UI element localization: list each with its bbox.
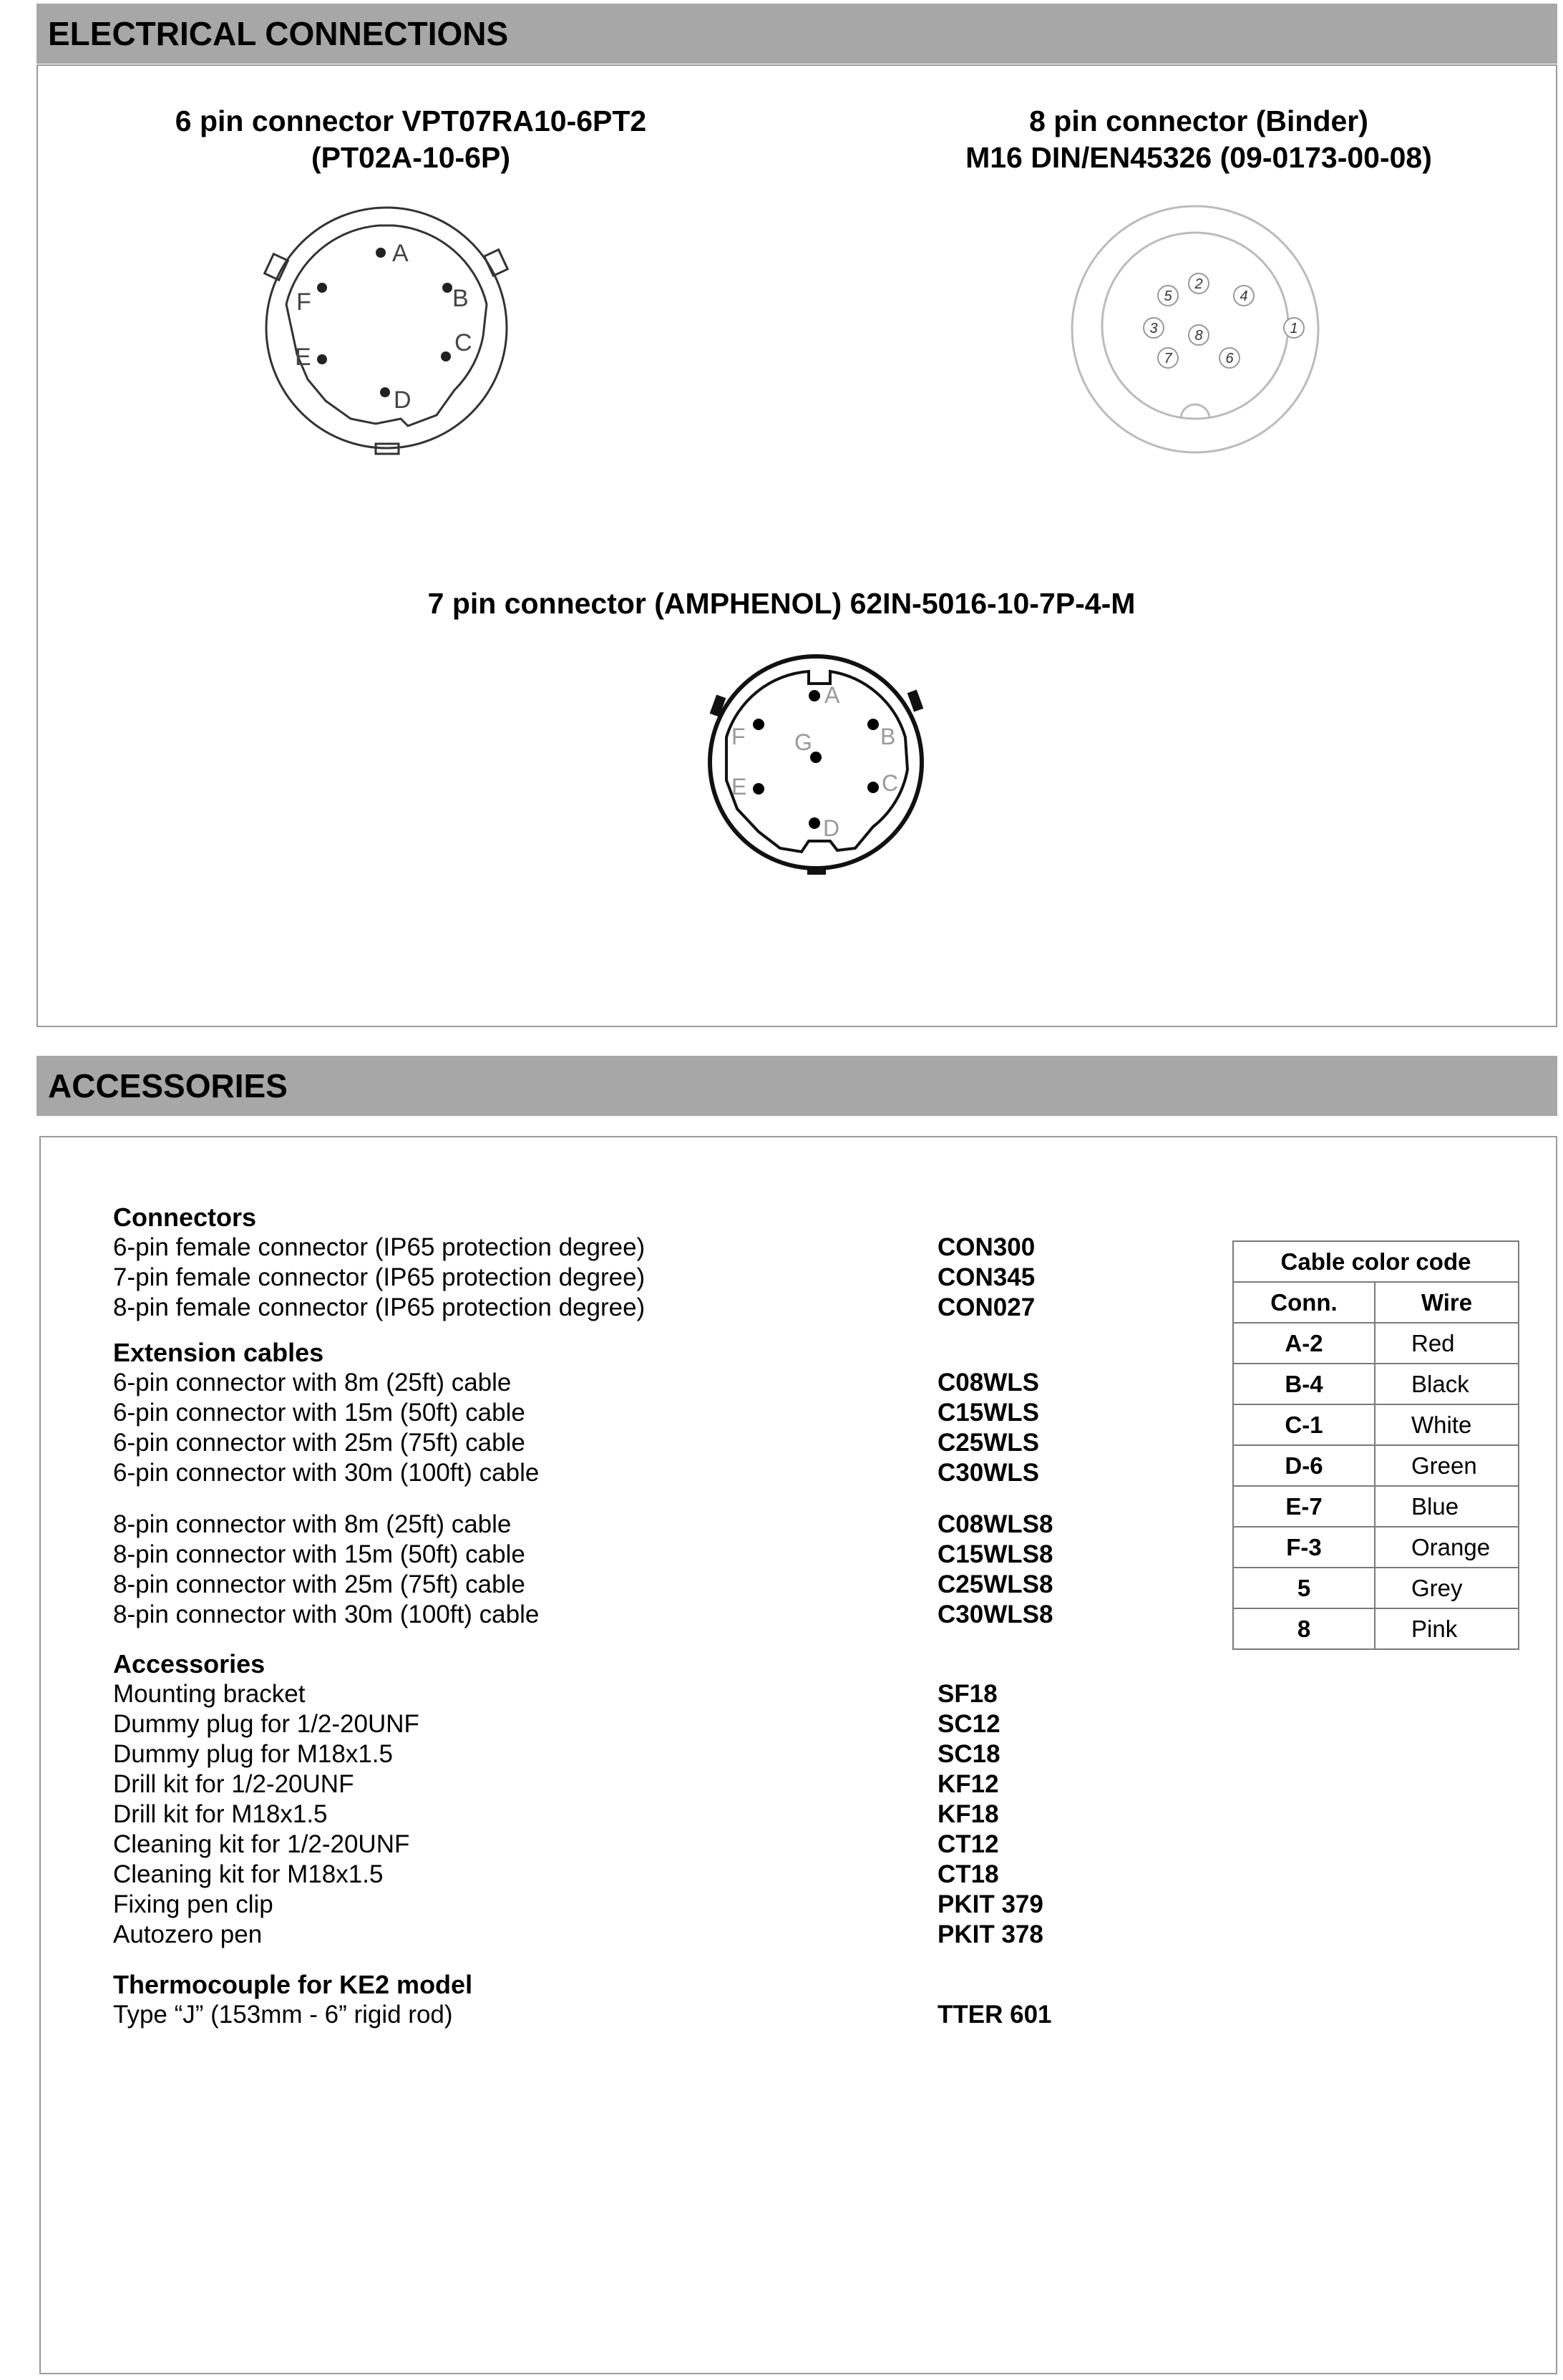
conn8-label-2: 2 xyxy=(1194,276,1203,292)
list-item: 7-pin female connector (IP65 protection degree) CON345 xyxy=(113,1263,1036,1291)
table-row: A-2 Red xyxy=(1233,1323,1519,1364)
group-extension-cables-8pin xyxy=(113,1510,1115,1630)
conn8-label-1: 1 xyxy=(1290,321,1298,336)
list-item: 6-pin female connector (IP65 protection degree) CON300 xyxy=(113,1233,1036,1261)
list-item: Drill kit for 1/2-20UNF KF12 xyxy=(113,1770,999,1798)
group-extension-cables xyxy=(113,1338,1115,1488)
conn6-title-line1: 6 pin connector VPT07RA10-6PT2 xyxy=(175,105,647,137)
conn8-label-4: 4 xyxy=(1240,288,1248,304)
conn8-label-6: 6 xyxy=(1225,351,1234,366)
conn6-pin-b xyxy=(442,283,452,293)
conn6-title xyxy=(125,103,697,176)
table-row: E-7 Blue xyxy=(1233,1486,1519,1527)
list-item: 8-pin connector with 30m (100ft) cable C30WLS8 xyxy=(113,1601,1053,1628)
conn8-title xyxy=(877,103,1521,176)
list-item: 8-pin connector with 8m (25ft) cable C08WLS8 xyxy=(113,1510,1053,1538)
conn6-pin-c xyxy=(441,351,451,361)
conn7-label-a: A xyxy=(824,682,840,708)
group-thermocouple xyxy=(113,1970,1115,2030)
conn6-label-b: B xyxy=(452,285,469,312)
conn7-pin-d xyxy=(809,817,820,829)
conn7-title xyxy=(281,586,1282,622)
conn6-pin-e xyxy=(317,354,327,364)
cable-color-table-title: Cable color code xyxy=(1233,1241,1519,1282)
conn7-label-d: D xyxy=(823,815,840,841)
table-row: D-6 Green xyxy=(1233,1445,1519,1486)
list-item: Dummy plug for M18x1.5 SC18 xyxy=(113,1740,1000,1768)
list-item: 8-pin female connector (IP65 protection degree) CON027 xyxy=(113,1293,1036,1321)
conn8-diagram xyxy=(1066,200,1324,458)
list-item: 6-pin connector with 30m (100ft) cable C30WLS xyxy=(113,1459,1039,1487)
conn7-pin-f xyxy=(753,719,764,730)
conn7-label-c: C xyxy=(882,770,899,796)
cable-color-table xyxy=(1232,1240,1519,1650)
conn8-label-3: 3 xyxy=(1149,321,1158,336)
group-title: Extension cables xyxy=(113,1338,324,1367)
accessories-header: ACCESSORIES xyxy=(36,1056,1557,1116)
list-item: Type “J” (153mm - 6” rigid rod) TTER 601 xyxy=(113,2001,1052,2029)
table-row: C-1 White xyxy=(1233,1404,1519,1445)
list-item: Autozero pen PKIT 378 xyxy=(113,1920,1043,1948)
list-item: 6-pin connector with 25m (75ft) cable C25WLS xyxy=(113,1429,1039,1457)
table-row: 5 Grey xyxy=(1233,1568,1519,1608)
conn7-label-b: B xyxy=(880,724,896,749)
conn8-title-line2: M16 DIN/EN45326 (09-0173-00-08) xyxy=(965,141,1432,174)
conn7-pin-a xyxy=(809,690,820,701)
conn6-label-d: D xyxy=(394,387,412,414)
list-item: 8-pin connector with 15m (50ft) cable C15WLS8 xyxy=(113,1540,1053,1568)
group-accessories xyxy=(113,1649,1115,1950)
group-title: Accessories xyxy=(113,1649,266,1679)
conn6-label-f: F xyxy=(296,288,311,316)
column-header-wire: Wire xyxy=(1375,1282,1519,1323)
list-item: Cleaning kit for M18x1.5 CT18 xyxy=(113,1860,999,1888)
list-item: Fixing pen clip PKIT 379 xyxy=(113,1890,1043,1918)
conn6-pin-f xyxy=(317,283,327,293)
list-item: Mounting bracket SF18 xyxy=(113,1680,998,1708)
group-title: Thermocouple for KE2 model xyxy=(113,1970,473,1999)
conn8-label-5: 5 xyxy=(1164,288,1172,304)
conn8-title-line1: 8 pin connector (Binder) xyxy=(1029,105,1368,137)
conn6-pin-a xyxy=(376,248,386,258)
list-item: Cleaning kit for 1/2-20UNF CT12 xyxy=(113,1830,999,1858)
conn7-pin-c xyxy=(867,782,879,793)
list-item: Dummy plug for 1/2-20UNF SC12 xyxy=(113,1710,1000,1738)
conn6-title-line2: (PT02A-10-6P) xyxy=(311,141,510,174)
electrical-connections-header: ELECTRICAL CONNECTIONS xyxy=(36,4,1557,64)
list-item: 8-pin connector with 25m (75ft) cable C25WLS8 xyxy=(113,1570,1053,1598)
group-connectors xyxy=(113,1203,1115,1323)
conn6-label-c: C xyxy=(454,329,472,356)
conn6-diagram xyxy=(258,200,515,458)
conn7-pin-b xyxy=(867,719,879,730)
conn8-label-8: 8 xyxy=(1194,328,1203,344)
table-row: 8 Pink xyxy=(1233,1608,1519,1649)
conn8-label-7: 7 xyxy=(1164,351,1172,366)
group-title: Connectors xyxy=(113,1203,257,1232)
list-item: 6-pin connector with 8m (25ft) cable C08WLS xyxy=(113,1369,1039,1397)
list-item: 6-pin connector with 15m (50ft) cable C15WLS xyxy=(113,1399,1039,1427)
column-header-conn: Conn. xyxy=(1233,1282,1375,1323)
conn7-label-g: G xyxy=(794,729,812,755)
table-row: F-3 Orange xyxy=(1233,1527,1519,1568)
conn7-diagram xyxy=(701,644,930,880)
conn6-pin-d xyxy=(380,387,390,397)
conn7-pin-e xyxy=(753,783,764,795)
conn7-title-line1: 7 pin connector (AMPHENOL) 62IN-5016-10-7P-4-M xyxy=(427,587,1136,620)
conn6-label-a: A xyxy=(392,240,409,267)
conn7-label-e: E xyxy=(731,774,747,800)
list-item: Drill kit for M18x1.5 KF18 xyxy=(113,1800,999,1828)
table-row: B-4 Black xyxy=(1233,1364,1519,1404)
conn6-label-e: E xyxy=(295,344,311,371)
conn7-label-f: F xyxy=(731,724,746,749)
